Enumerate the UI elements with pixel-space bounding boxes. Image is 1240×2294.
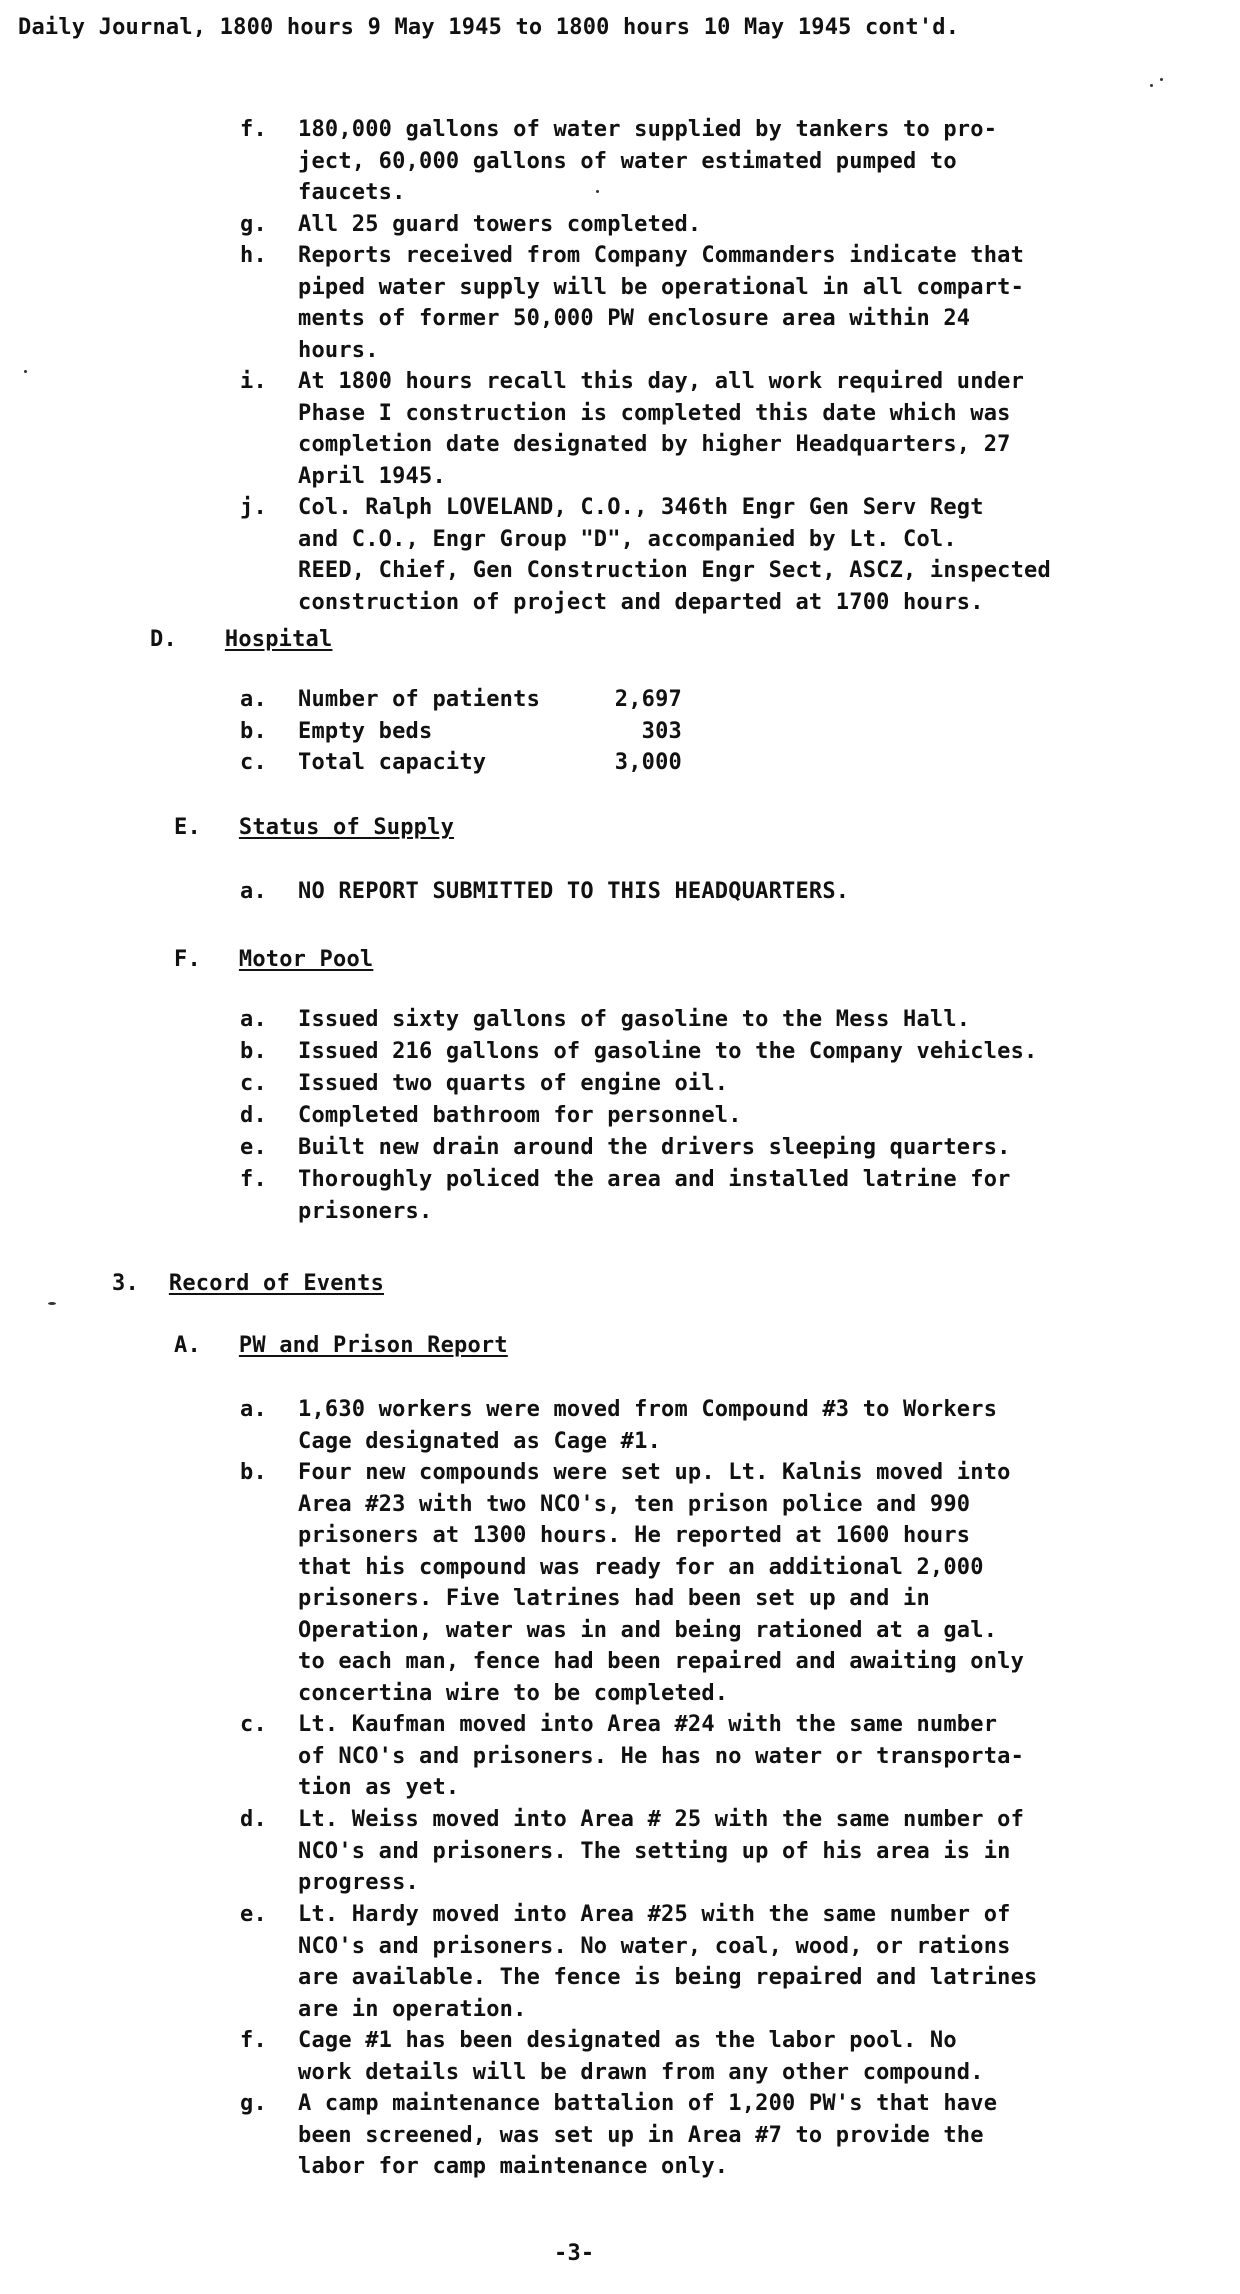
list-item bbox=[240, 1804, 1024, 1899]
list-item bbox=[240, 1394, 997, 1457]
section-d-heading bbox=[150, 624, 332, 656]
item-letter: g. bbox=[240, 212, 267, 237]
row-letter: b. bbox=[240, 718, 267, 744]
table-row bbox=[240, 716, 682, 748]
item-text: Completed bathroom for personnel. bbox=[298, 1103, 742, 1128]
section-number: 3. bbox=[112, 1271, 139, 1296]
list-item bbox=[240, 1004, 970, 1036]
section-letter: E. bbox=[174, 815, 201, 840]
row-label: Number of patients bbox=[298, 687, 541, 712]
scan-speck bbox=[1150, 84, 1153, 87]
section-title: Status of Supply bbox=[238, 815, 455, 840]
list-item bbox=[240, 209, 701, 241]
section-f-heading bbox=[174, 944, 373, 976]
item-letter: f. bbox=[240, 1167, 267, 1192]
item-letter: b. bbox=[240, 1039, 267, 1064]
item-text: All 25 guard towers completed. bbox=[298, 212, 702, 237]
list-item bbox=[240, 1164, 1011, 1227]
list-item bbox=[240, 2088, 997, 2183]
list-item bbox=[240, 1709, 1024, 1804]
row-value: 303 bbox=[641, 718, 682, 744]
row-letter: c. bbox=[240, 750, 267, 775]
row-value: 3,000 bbox=[614, 750, 682, 775]
row-label: Total capacity bbox=[298, 750, 487, 775]
list-item bbox=[240, 1457, 1024, 1709]
item-letter: a. bbox=[240, 1007, 267, 1032]
row-label: Empty beds bbox=[298, 718, 433, 744]
section-letter: A. bbox=[174, 1333, 201, 1358]
item-text: Built new drain around the drivers sleeping quarters. bbox=[298, 1135, 1011, 1160]
section-title: PW and Prison Report bbox=[238, 1333, 508, 1358]
item-letter: g. bbox=[240, 2091, 267, 2116]
section-letter: F. bbox=[174, 947, 201, 972]
section-title: Hospital bbox=[224, 627, 333, 652]
row-value: 2,697 bbox=[614, 687, 682, 712]
list-item bbox=[240, 2025, 984, 2088]
item-text: 1,630 workers were moved from Compound #3 to Workers Cage designated as Cage #1. bbox=[298, 1397, 998, 1454]
item-text: Issued sixty gallons of gasoline to the Mess Hall. bbox=[298, 1007, 971, 1032]
journal-title: Daily Journal, 1800 hours 9 May 1945 to 1800 hours 10 May 1945 cont'd. bbox=[18, 15, 960, 40]
item-letter: j. bbox=[240, 495, 267, 520]
item-text: 180,000 gallons of water supplied by tankers to pro- ject, 60,000 gallons of water estimated pumped to faucets. bbox=[298, 117, 998, 205]
list-item bbox=[240, 366, 1024, 492]
item-letter: e. bbox=[240, 1135, 267, 1160]
table-row bbox=[240, 747, 682, 779]
section-letter: D. bbox=[150, 627, 177, 652]
item-letter: d. bbox=[240, 1807, 267, 1832]
item-letter: i. bbox=[240, 369, 267, 394]
item-text: Cage #1 has been designated as the labor pool. No work details will be drawn from any other compound. bbox=[298, 2028, 984, 2085]
scan-speck bbox=[1160, 78, 1163, 81]
item-text: NO REPORT SUBMITTED TO THIS HEADQUARTERS. bbox=[298, 879, 850, 904]
item-text: At 1800 hours recall this day, all work required under Phase I construction is completed this date which was completion date designated by higher Headquarters, 27 April 1945. bbox=[298, 369, 1025, 489]
section-3-heading bbox=[112, 1268, 384, 1300]
list-item bbox=[240, 1132, 1011, 1164]
list-item bbox=[240, 1068, 728, 1100]
section-e-heading bbox=[174, 812, 454, 844]
list-item bbox=[240, 114, 997, 209]
item-letter: a. bbox=[240, 1397, 267, 1422]
item-text: Four new compounds were set up. Lt. Kalnis moved into Area #23 with two NCO's, ten prison police and 990 prisoners at 1300 hours. He reported at 1600 hours that his compound was ready for an additional 2,000 prisoners. Five latrines had been set up and in Operation, water was in and being rationed at a gal. to each man, fence had been repaired and awaiting only concertina wire to be completed. bbox=[298, 1460, 1025, 1706]
list-item bbox=[240, 240, 1024, 366]
item-letter: c. bbox=[240, 1712, 267, 1737]
item-text: Lt. Weiss moved into Area # 25 with the same number of NCO's and prisoners. The setting up of his area is in progress. bbox=[298, 1807, 1025, 1895]
section-title: Record of Events bbox=[168, 1271, 385, 1296]
item-text: Reports received from Company Commanders indicate that piped water supply will be operational in all compart- ments of former 50,000 PW enclosure area within 24 hours. bbox=[298, 243, 1025, 363]
item-text: Thoroughly policed the area and installed latrine for prisoners. bbox=[298, 1167, 1011, 1224]
item-text: A camp maintenance battalion of 1,200 PW's that have been screened, was set up in Area #7 to provide the labor for camp maintenance only. bbox=[298, 2091, 998, 2179]
hospital-table bbox=[240, 684, 682, 779]
table-row bbox=[240, 684, 682, 716]
list-item bbox=[240, 1100, 742, 1132]
subsection-a-heading bbox=[174, 1330, 508, 1362]
row-letter: a. bbox=[240, 687, 267, 712]
item-letter: d. bbox=[240, 1103, 267, 1128]
item-letter: f. bbox=[240, 2028, 267, 2053]
item-text: Issued 216 gallons of gasoline to the Company vehicles. bbox=[298, 1039, 1038, 1064]
item-text: Lt. Kaufman moved into Area #24 with the same number of NCO's and prisoners. He has no water or transporta- tion as yet. bbox=[298, 1712, 1025, 1800]
item-text: Col. Ralph LOVELAND, C.O., 346th Engr Gen Serv Regt and C.O., Engr Group "D", accompanied by Lt. Col. REED, Chief, Gen Construction Engr Sect, ASCZ, inspected construction of project and departed at 1700 hours. bbox=[298, 495, 1051, 615]
item-letter: e. bbox=[240, 1902, 267, 1927]
list-item bbox=[240, 1036, 1037, 1068]
section-title: Motor Pool bbox=[238, 947, 374, 972]
item-letter: a. bbox=[240, 879, 267, 904]
list-item bbox=[240, 492, 1051, 618]
scan-speck bbox=[24, 370, 27, 373]
scan-speck bbox=[48, 1302, 56, 1305]
item-letter: f. bbox=[240, 117, 267, 142]
item-letter: c. bbox=[240, 1071, 267, 1096]
scan-speck bbox=[596, 190, 599, 193]
page-number: -3- bbox=[554, 2241, 595, 2266]
list-item bbox=[240, 1899, 1037, 2025]
list-item bbox=[240, 876, 849, 908]
item-text: Lt. Hardy moved into Area #25 with the same number of NCO's and prisoners. No water, coal, wood, or rations are available. The fence is being repaired and latrines are in operation. bbox=[298, 1902, 1038, 2022]
item-text: Issued two quarts of engine oil. bbox=[298, 1071, 729, 1096]
item-letter: b. bbox=[240, 1460, 267, 1485]
item-letter: h. bbox=[240, 243, 267, 268]
